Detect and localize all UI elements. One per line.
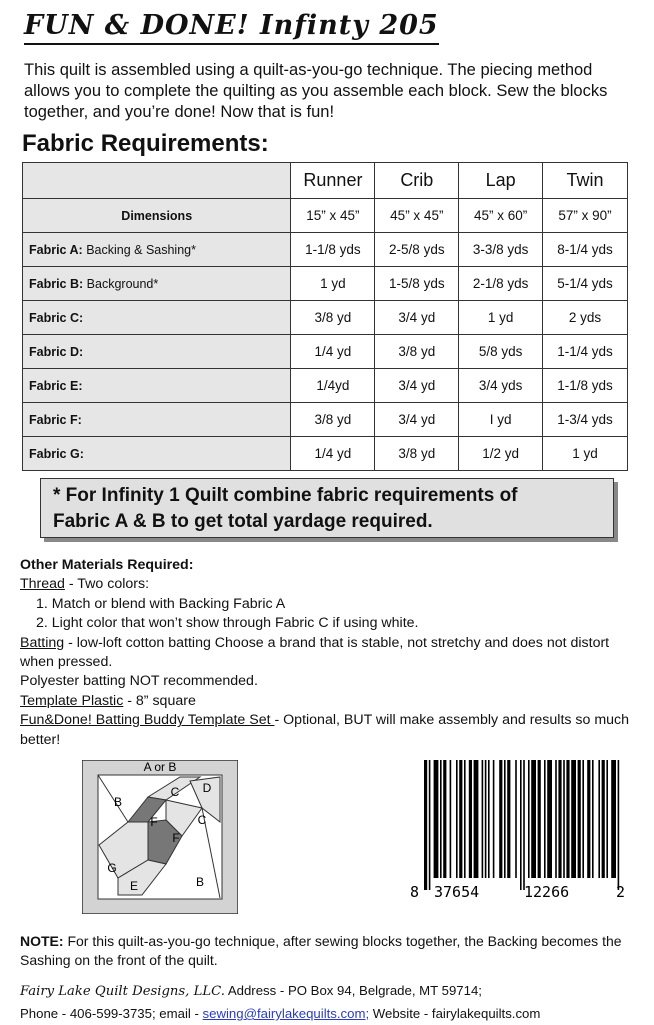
fabric-desc: Backing & Sashing* <box>82 242 196 257</box>
table-cell: 3/8 yd <box>375 437 459 471</box>
row-label: Dimensions <box>23 199 291 233</box>
barcode-bar <box>443 760 446 878</box>
barcode-digits-left-group: 37654 <box>434 883 480 901</box>
thread-line <box>20 575 640 594</box>
batting-line <box>20 634 640 673</box>
table-cell: 1-5/8 yds <box>375 267 459 301</box>
address: Address - PO Box 94, Belgrade, MT 59714; <box>224 983 482 998</box>
barcode-bar <box>456 760 458 878</box>
piece-label: E <box>129 879 139 893</box>
table-row <box>23 437 628 471</box>
buddy-line <box>20 711 640 750</box>
fabric-requirements-heading: Fabric Requirements: <box>22 130 269 157</box>
table-cell: 3/4 yd <box>375 301 459 335</box>
table-cell: 2 yds <box>543 301 628 335</box>
table-cell: 5/8 yds <box>459 335 543 369</box>
table-cell: 57” x 90” <box>543 199 628 233</box>
thread-item: 1. Match or blend with Backing Fabric A <box>36 595 286 612</box>
barcode-bar <box>531 760 536 878</box>
barcode-bar <box>578 760 581 878</box>
barcode-bar <box>587 760 590 878</box>
barcode-bar <box>429 760 431 890</box>
barcode-bar <box>434 760 439 878</box>
buddy-text: - Optional, BUT will make assembly and results so much better! <box>20 712 630 748</box>
row-label <box>23 267 291 301</box>
barcode-bar <box>499 760 502 878</box>
barcode-bar <box>528 760 530 878</box>
column-header: Lap <box>459 163 543 199</box>
table-row <box>23 267 628 301</box>
table-cell: 45” x 45” <box>375 199 459 233</box>
barcode-digit-left: 8 <box>410 883 420 901</box>
table-cell: 1-1/4 yds <box>543 335 628 369</box>
callout-line: * For Infinity 1 Quilt combine fabric requirements of <box>53 485 518 506</box>
barcode-bar <box>482 760 484 878</box>
table-cell: 3/4 yds <box>459 369 543 403</box>
piece-label: B <box>113 795 123 809</box>
barcode-bar <box>582 760 584 878</box>
fabric-name: Fabric G: <box>29 446 84 461</box>
barcode-bar <box>558 760 561 878</box>
table-row <box>23 403 628 437</box>
table-cell: 1/4 yd <box>291 437 375 471</box>
template-text: - 8” square <box>123 692 196 709</box>
intro-paragraph: This quilt is assembled using a quilt-as-you-go technique. The piecing method allows you to complete the quilting as you assemble each block. Sew the blocks together, and you’re done! Now that is fun! <box>24 61 608 121</box>
column-header: Twin <box>543 163 628 199</box>
table-cell: 3-3/8 yds <box>459 233 543 267</box>
column-header: Crib <box>375 163 459 199</box>
thread-item: 2. Light color that won’t show through Fabric C if using white. <box>36 615 419 632</box>
table-cell: 3/4 yd <box>375 403 459 437</box>
materials-heading: Other Materials Required: <box>20 557 194 573</box>
table-cell: I yd <box>459 403 543 437</box>
company-name: Fairy Lake Quilt Designs, LLC. <box>20 984 225 999</box>
table-cell: 1-1/8 yds <box>543 369 628 403</box>
fabric-desc: Background* <box>83 276 159 291</box>
barcode-bar <box>520 760 522 890</box>
fabric-name: Fabric B: <box>29 276 84 291</box>
other-materials <box>20 556 640 750</box>
table-cell: 3/4 yd <box>375 369 459 403</box>
page-title: FUN & DONE! Infinty 205 <box>24 10 439 45</box>
table-row <box>23 233 628 267</box>
table-cell: 45” x 60” <box>459 199 543 233</box>
piece-label: D <box>202 781 212 795</box>
barcode-bar <box>464 760 466 878</box>
footer-line-2 <box>20 1003 644 1025</box>
piece-label: G <box>107 861 117 875</box>
table-cell: 3/8 yd <box>291 403 375 437</box>
callout-line: Fabric A & B to get total yardage required. <box>53 511 433 532</box>
row-label <box>23 233 291 267</box>
note-paragraph <box>20 932 640 970</box>
piece-label: F <box>150 815 158 829</box>
barcode-digit-right: 2 <box>616 883 626 901</box>
table-cell: 2-1/8 yds <box>459 267 543 301</box>
row-label <box>23 335 291 369</box>
fabric-requirements-table <box>22 162 628 471</box>
fabric-name: Fabric C: <box>29 310 84 325</box>
barcode-bar <box>493 760 495 878</box>
table-cell: 1-1/8 yds <box>291 233 375 267</box>
fabric-name: Fabric F: <box>29 412 82 427</box>
upc-barcode <box>408 756 628 906</box>
table-cell: 1 yd <box>543 437 628 471</box>
barcode-bar <box>566 760 569 878</box>
barcode-bar <box>606 760 608 878</box>
table-row <box>23 369 628 403</box>
barcode-bar <box>474 760 479 878</box>
barcode-bar <box>571 760 576 878</box>
barcode-bar <box>611 760 616 878</box>
barcode-bar <box>618 760 620 890</box>
piece-label: C <box>170 785 180 799</box>
barcode-bar <box>555 760 557 878</box>
fabric-name: Fabric A: <box>29 242 83 257</box>
footer <box>20 980 644 1025</box>
barcode-bar <box>459 760 462 878</box>
table-cell: 1/4yd <box>291 369 375 403</box>
barcode-bar <box>424 760 427 890</box>
row-label <box>23 403 291 437</box>
barcode-bar <box>602 760 605 878</box>
table-cell: 15” x 45” <box>291 199 375 233</box>
website: Website - fairylakequilts.com <box>369 1006 541 1021</box>
barcode-bars <box>424 760 619 890</box>
footer-line-1 <box>20 980 644 1003</box>
table-cell: 5-1/4 yds <box>543 267 628 301</box>
table-cell: 3/8 yd <box>375 335 459 369</box>
table-row <box>23 335 628 369</box>
barcode-bar <box>598 760 600 878</box>
infinity-callout-box <box>40 478 614 538</box>
table-row <box>23 199 628 233</box>
batting-label: Batting <box>20 634 65 651</box>
fabric-name: Fabric D: <box>29 344 84 359</box>
table-cell: 1/4 yd <box>291 335 375 369</box>
note-text: For this quilt-as-you-go technique, after sewing blocks together, the Backing becomes the Sashing on the front of the quilt. <box>20 933 622 968</box>
template-line <box>20 692 640 711</box>
barcode-bar <box>488 760 490 878</box>
table-cell: 3/8 yd <box>291 301 375 335</box>
polyester-line: Polyester batting NOT recommended. <box>20 673 258 690</box>
barcode-digits-right-group: 12266 <box>524 883 570 901</box>
buddy-label: Fun&Done! Batting Buddy Template Set <box>20 712 275 729</box>
table-cell: 8-1/4 yds <box>543 233 628 267</box>
barcode-bar <box>469 760 472 878</box>
block-diagram <box>82 760 238 914</box>
fabric-name: Fabric E: <box>29 378 83 393</box>
table-cell: 1 yd <box>459 301 543 335</box>
barcode-bar <box>485 760 487 878</box>
row-label <box>23 437 291 471</box>
barcode-bar <box>440 760 442 878</box>
table-cell: 2-5/8 yds <box>375 233 459 267</box>
template-label: Template Plastic <box>20 692 124 709</box>
table-cell: 1/2 yd <box>459 437 543 471</box>
barcode-bar <box>538 760 541 878</box>
piece-label: C <box>197 813 207 827</box>
table-corner-cell <box>23 163 291 199</box>
table-cell: 1 yd <box>291 267 375 301</box>
barcode-bar <box>547 760 552 878</box>
barcode-bar <box>450 760 452 878</box>
note-label: NOTE: <box>20 933 64 949</box>
row-label <box>23 301 291 335</box>
thread-label: Thread <box>20 576 65 593</box>
phone: Phone - 406-599-3735; email - <box>20 1006 203 1021</box>
table-cell: 1-3/4 yds <box>543 403 628 437</box>
piece-label: F <box>172 831 180 845</box>
barcode-bar <box>523 760 525 890</box>
row-label <box>23 369 291 403</box>
piece-label: B <box>195 875 205 889</box>
barcode-bar <box>507 760 510 878</box>
barcode-bar <box>544 760 546 878</box>
barcode-bar <box>515 760 517 878</box>
barcode-bar <box>592 760 594 878</box>
thread-text: - Two colors: <box>64 576 150 593</box>
table-row <box>23 301 628 335</box>
barcode-bar <box>563 760 565 878</box>
diagram-top-label: A or B <box>143 760 177 774</box>
barcode-bar <box>504 760 506 878</box>
email-link[interactable]: sewing@fairylakequilts.com; <box>202 1006 370 1021</box>
table-header-row <box>23 163 628 199</box>
batting-text: - low-loft cotton batting Choose a brand that is stable, not stretchy and does not distort when pressed. <box>20 634 610 671</box>
column-header: Runner <box>291 163 375 199</box>
